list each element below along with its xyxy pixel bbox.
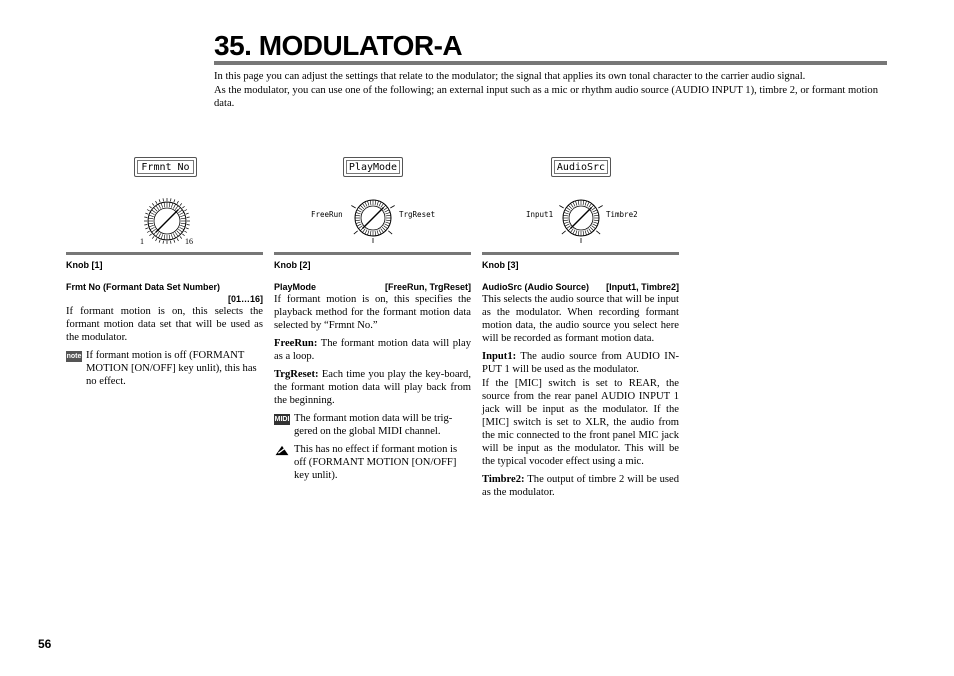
knob-1-icon[interactable]	[134, 191, 204, 247]
lcd-display-frmnt-no	[134, 157, 197, 177]
knob-tick	[174, 199, 175, 202]
param-name: AudioSrc (Audio Source)	[482, 282, 590, 292]
param-heading	[482, 281, 679, 293]
warning-note-text: This has no effect if formant motion is off (FORMANT MOTION [ON/OFF] key unlit).	[294, 444, 458, 481]
knob-tick	[562, 231, 566, 234]
lcd-display-audiosrc	[551, 157, 611, 177]
page-number: 56	[38, 637, 52, 651]
note-block	[66, 349, 263, 388]
knob-tick	[152, 236, 154, 238]
param-heading	[66, 281, 263, 305]
note-icon: note	[66, 353, 82, 360]
param-heading	[274, 281, 471, 293]
knob-2-left-label: FreeRun	[311, 210, 343, 219]
column-rule	[274, 252, 471, 255]
knob-tick	[184, 210, 187, 212]
knob-2-icon[interactable]	[338, 189, 408, 247]
knob-tick	[144, 224, 147, 225]
knob-tick	[149, 206, 151, 208]
midi-note-text: The formant motion data will be trig-gered on the global MIDI channel.	[294, 413, 453, 437]
option-label: TrgReset:	[274, 369, 319, 380]
note-text: If formant motion is off (FORMANT MOTION [ON/OFF] key unlit), this has no effect.	[86, 350, 257, 387]
knob-tick	[170, 198, 171, 201]
param-description: This selects the audio source that will be input as the modulator. When recording formant motion data, the audio source you select here will be recorded as formant motion data.	[482, 294, 679, 344]
title-rule	[214, 61, 887, 65]
option-text: The audio source from AUDIO IN-PUT 1 will be used as the modulator.	[482, 351, 679, 375]
warning-note-block	[274, 443, 471, 482]
knob-tick	[177, 238, 179, 241]
option-text: Each time you play the key-board, the formant motion data will play back from the beginning.	[274, 369, 471, 406]
knob-tick	[180, 203, 182, 205]
knob-tick	[163, 198, 164, 201]
knob-3-left-label: Input1	[526, 210, 554, 219]
knob-tick	[163, 241, 164, 244]
knob-tick	[354, 231, 358, 234]
option-trgreset	[274, 368, 471, 407]
knob-tick	[174, 240, 175, 243]
option-label: Timbre2:	[482, 474, 525, 485]
option-timbre2	[482, 473, 679, 499]
knob-tick	[596, 231, 600, 234]
intro-text	[214, 70, 887, 111]
lcd-text: PlayMode	[346, 160, 400, 174]
knob-2-right-label: TrgReset	[399, 210, 436, 219]
knob-tick	[147, 231, 150, 233]
lcd-text: Frmnt No	[137, 160, 194, 174]
lcd-display-playmode	[343, 157, 403, 177]
param-name: Frmt No (Formant Data Set Number)	[66, 282, 221, 292]
knob-tick	[187, 224, 190, 225]
knob-tick	[186, 228, 189, 229]
column-knob-2	[274, 252, 471, 487]
knob-1-min-label: 1	[140, 237, 144, 246]
option-freerun	[274, 337, 471, 363]
knob-tick	[152, 203, 154, 205]
param-range: [FreeRun, TrgReset]	[384, 282, 471, 292]
knob-tick	[598, 206, 602, 209]
knob-tick	[390, 206, 394, 209]
knob-tick	[180, 236, 182, 238]
knob-tick	[182, 234, 184, 236]
column-knob-1	[66, 252, 263, 393]
caution-icon	[274, 445, 290, 456]
knob-heading: Knob [1]	[66, 260, 103, 270]
knob-tick	[145, 213, 148, 214]
intro-line-1: In this page you can adjust the settings that relate to the modulator; the signal that applies its own tonal character to the carrier audio signal.	[214, 71, 806, 82]
column-rule	[66, 252, 263, 255]
knob-tick	[159, 240, 160, 243]
knob-tick	[184, 231, 187, 233]
column-rule	[482, 252, 679, 255]
knob-tick	[186, 213, 189, 214]
param-name: PlayMode	[274, 282, 317, 292]
option-label: FreeRun:	[274, 338, 318, 349]
column-knob-3	[482, 252, 679, 504]
knob-tick	[156, 238, 158, 241]
intro-line-2: As the modulator, you can use one of the following; an external input such as a mic or rhythm audio source (AUDIO INPUT 1), timbre 2, or formant motion data.	[214, 84, 878, 110]
knob-heading: Knob [2]	[274, 260, 311, 270]
knob-tick	[149, 234, 151, 236]
param-range: [Input1, Timbre2]	[606, 282, 679, 292]
knob-tick	[187, 217, 190, 218]
param-description: If formant motion is on, this specifies the playback method for the formant motion data selected by “Frmnt No.”	[274, 294, 471, 331]
knob-tick	[177, 201, 179, 204]
knob-tick	[159, 199, 160, 202]
knob-tick	[388, 231, 392, 234]
lcd-text: AudioSrc	[554, 160, 608, 174]
knob-heading: Knob [3]	[482, 260, 519, 270]
knob-tick	[144, 217, 147, 218]
knob-tick	[351, 206, 355, 209]
knob-tick	[147, 210, 150, 212]
param-description: If formant motion is on, this selects the formant motion data set that will be used as the modulator.	[66, 306, 263, 343]
option-text: The formant motion data will play as a loop.	[274, 338, 471, 362]
option-input1	[482, 350, 679, 376]
midi-note-block	[274, 412, 471, 438]
knob-3-right-label: Timbre2	[606, 210, 638, 219]
param-range: [01…16]	[227, 294, 263, 304]
midi-icon: MIDI	[274, 416, 290, 423]
option-text: The output of timbre 2 will be used as the modulator.	[482, 474, 679, 498]
knob-tick	[182, 206, 184, 208]
knob-tick	[559, 206, 563, 209]
knob-tick	[145, 228, 148, 229]
knob-tick	[156, 201, 158, 204]
knob-3-icon[interactable]	[545, 189, 615, 247]
option-input1-detail: If the [MIC] switch is set to REAR, the source from the rear panel AUDIO INPUT 1 jack will be input as the modulator. If the [MIC] switch is set to XLR, the audio from the mic connected to the front panel MIC jack will be input as the modulator. This will be the typical vocoder effect using a mic.	[482, 378, 679, 467]
knob-1-max-label: 16	[185, 237, 193, 246]
knob-tick	[170, 241, 171, 244]
page-title: 35. MODULATOR-A	[214, 30, 463, 61]
option-label: Input1:	[482, 351, 517, 362]
